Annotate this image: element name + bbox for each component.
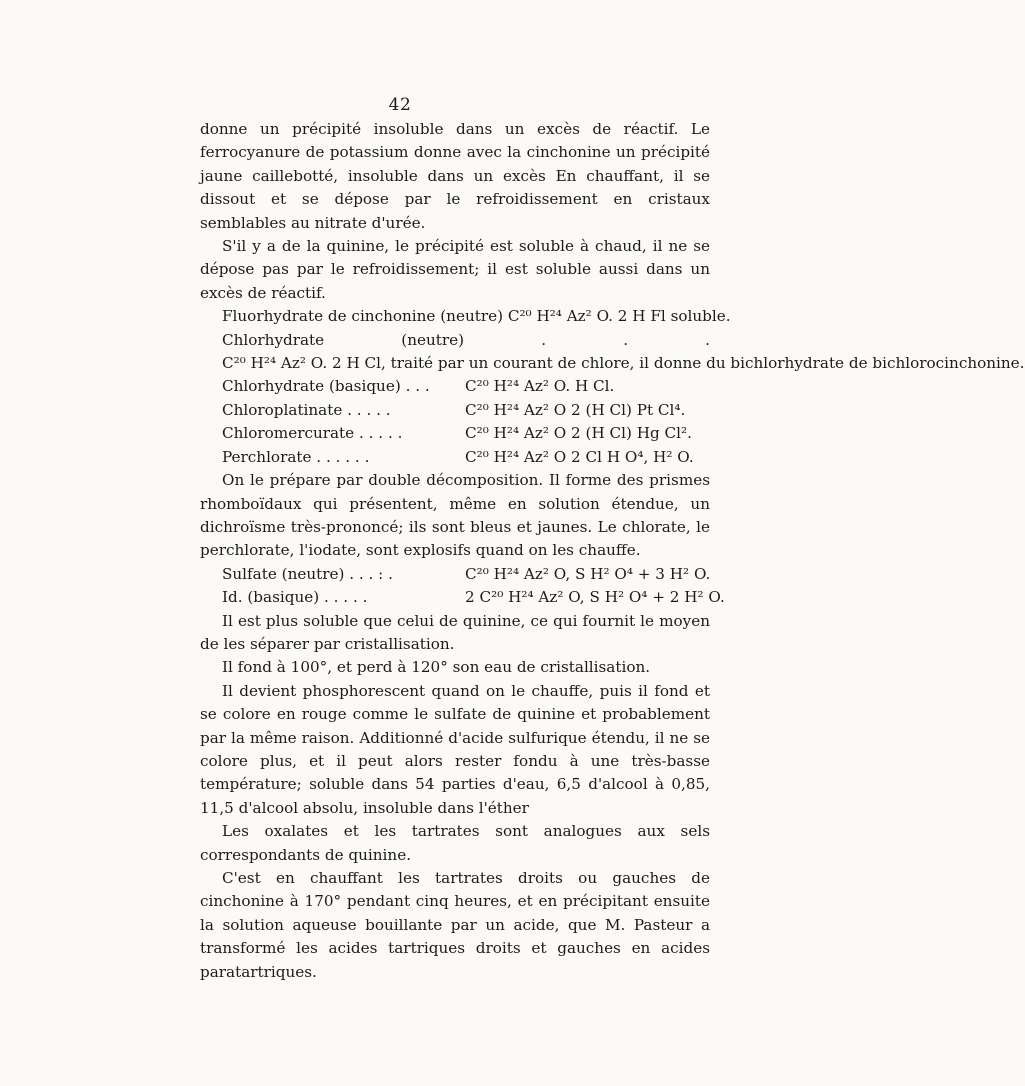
salt-name: Chloromercurate . . . . . — [222, 424, 403, 443]
paragraph: donne un précipité insoluble dans un excès de réactif. Le ferrocyanure de potassium donne avec la cinchonine un précipité jaune caillebotté, insoluble dans un excès En chauffant, il se dissout et se dépose par le refroidissement en cristaux semblables au nitrate d'urée. — [200, 120, 710, 232]
salt-formula: C²⁰ H²⁴ Az² O. 2 H Cl, traité par un courant de chlore, il donne du bichlorhydrate de bichlorocinchonine. — [222, 354, 1025, 373]
salt-name: Chlorhydrate (neutre) . . . — [222, 330, 710, 349]
sulfate-entry — [200, 563, 710, 586]
salt-formula: C²⁰ H²⁴ Az² O 2 Cl H O⁴, H² O. — [465, 447, 694, 466]
salt-entry — [200, 399, 710, 422]
salt-formula: C²⁰ H²⁴ Az² O 2 (H Cl) Hg Cl². — [465, 424, 692, 443]
salt-name: Perchlorate . . . . . . — [222, 447, 370, 466]
paragraph: Il est plus soluble que celui de quinine, ce qui fournit le moyen de les séparer par cristallisation. — [200, 611, 710, 653]
salt-formula: C²⁰ H²⁴ Az² O. H Cl. — [465, 377, 615, 396]
sulfate-formula: C²⁰ H²⁴ Az² O, S H² O⁴ + 3 H² O. — [465, 564, 711, 583]
page-number: 42 — [388, 95, 412, 115]
salt-name: Chlorhydrate (basique) . . . — [222, 377, 430, 396]
salt-formula: C²⁰ H²⁴ Az² O 2 (H Cl) Pt Cl⁴. — [465, 400, 686, 419]
sulfate-name: Sulfate (neutre) . . . : . — [222, 564, 393, 583]
body-text — [200, 118, 1025, 984]
salt-name: Chloroplatinate . . . . . — [222, 400, 391, 419]
salt-entry — [200, 446, 710, 469]
salt-name: Fluorhydrate de cinchonine (neutre) — [222, 307, 503, 326]
salt-entry — [200, 329, 1025, 376]
salt-entry — [200, 422, 710, 445]
salt-entry — [200, 375, 710, 398]
paragraph: C'est en chauffant les tartrates droits ou gauches de cinchonine à 170° pendant cinq heures, et en précipitant ensuite la solution aqueuse bouillante par un acide, que M. Pasteur a transformé les acides tartriques droits et gauches en acides paratartriques. — [200, 869, 710, 981]
salt-entry — [200, 305, 731, 328]
paragraph: Il devient phosphorescent quand on le chauffe, puis il fond et se colore en rouge comme le sulfate de quinine et probablement par la même raison. Additionné d'acide sulfurique étendu, il ne se colore plus, et il peut alors rester fondu à une très-basse température; soluble dans 54 parties d'eau, 6,5 d'alcool à 0,85, 11,5 d'alcool absolu, insoluble dans l'éther — [200, 681, 710, 817]
salt-name-formula — [222, 305, 731, 328]
sulfate-entry — [200, 586, 725, 609]
paragraph: S'il y a de la quinine, le précipité est soluble à chaud, il ne se dépose pas par le refroidissement; il est soluble aussi dans un excès de réactif. — [200, 237, 710, 302]
paragraph: On le prépare par double décomposition. Il forme des prismes rhomboïdaux qui présentent, même en solution étendue, un dichroïsme très-prononcé; ils sont bleus et jaunes. Le chlorate, le perchlorate, l'iodate, sont explosifs quand on les chauffe. — [200, 471, 710, 560]
paragraph: Il fond à 100°, et perd à 120° son eau de cristallisation. — [222, 658, 651, 677]
sulfate-formula: 2 C²⁰ H²⁴ Az² O, S H² O⁴ + 2 H² O. — [465, 588, 725, 607]
sulfate-name: Id. (basique) . . . . . — [222, 588, 368, 607]
paragraph: Les oxalates et les tartrates sont analogues aux sels correspondants de quinine. — [200, 822, 710, 864]
salt-formula: C²⁰ H²⁴ Az² O. 2 H Fl soluble. — [507, 307, 731, 326]
